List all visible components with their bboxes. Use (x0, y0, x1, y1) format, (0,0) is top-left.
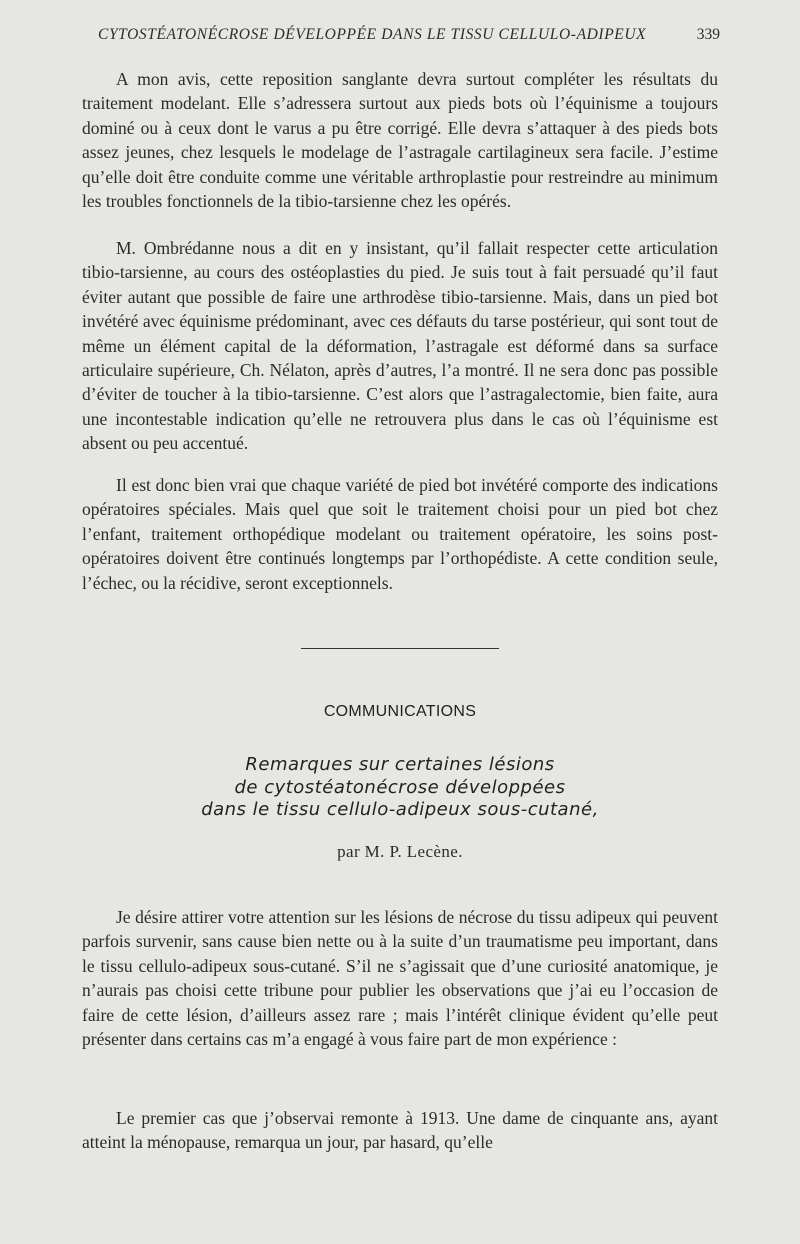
page-number: 339 (696, 26, 720, 43)
section-divider (301, 648, 499, 649)
author-byline: par M. P. Lecène. (337, 842, 463, 861)
paragraph-reposition: A mon avis, cette reposition sanglante devra surtout compléter les résultats du traitement modelant. Elle s’adressera surtout aux pieds bots où l’équinisme a toujours dominé ou à ceux dont le varus a pu être corrigé. Elle devra s’attaquer à des pieds bots assez jeunes, chez lesquels le modelage de l’astragale cartilagineux sera facile. J’estime qu’elle doit être conduite comme une véritable arthroplastie pour restreindre au minimum les troubles fonctionnels de la tibio-tarsienne chez les opérés. (82, 69, 718, 212)
paragraph-ombredanne: M. Ombrédanne nous a dit en y insistant, qu’il fallait respecter cette articulation tibio-tarsienne, au cours des ostéoplasties du pied. Je suis tout à fait persuadé qu’il faut éviter autant que possible de faire une arthrodèse tibio-tarsienne. Mais, dans un pied bot invétéré avec équinisme prédominant, avec ces défauts du tarse postérieur, qui sont tout de même un élément capital de la déformation, l’astragale est déformé dans sa surface articulaire supérieure, Ch. Nélaton, après d’autres, l’a montré. Il ne sera donc pas possible d’éviter de toucher à la tibio-tarsienne. C’est alors que l’astragalectomie, bien faite, aura une incontestable indication qu’elle ne retrouvera plus dans le cas où l’équinisme est absent ou peu accentué. (82, 238, 718, 454)
paragraph-conclusion: Il est donc bien vrai que chaque variété de pied bot invétéré comporte des indications opératoires spéciales. Mais quel que soit le traitement choisi pour un pied bot chez l’enfant, traitement orthopédique modelant ou traitement opératoire, les soins post-opératoires doivent être continués longtemps par l’orthopédiste. A cette condition seule, l’échec, ou la récidive, seront exceptionnels. (82, 475, 718, 593)
running-header (70, 26, 720, 50)
running-title: CYTOSTÉATONÉCROSE DÉVELOPPÉE DANS LE TISSU CELLULO-ADIPEUX (98, 26, 647, 43)
article-title-line: de cytostéatonécrose développées (234, 776, 566, 798)
section-heading: COMMUNICATIONS (323, 703, 477, 720)
paragraph-first-case: Le premier cas que j’observai remonte à 1913. Une dame de cinquante ans, ayant atteint la ménopause, remarqua un jour, par hasard, qu’elle (82, 1108, 718, 1153)
article-title (0, 754, 800, 822)
article-title-line: Remarques sur certaines lésions (245, 754, 555, 775)
paragraph-introduction: Je désire attirer votre attention sur les lésions de nécrose du tissu adipeux qui peuvent parfois survenir, sans cause bien nette ou à la suite d’un traumatisme peu important, dans le tissu cellulo-adipeux sous-cutané. S’il ne s’agissait que d’une curiosité anatomique, je n’aurais pas choisi cette tribune pour publier les observations que j’ai eu l’occasion de faire de cette lésion, d’ailleurs assez rare ; mais l’intérêt clinique évident qu’elle peut présenter dans certains cas m’a engagé à vous faire part de mon expérience : (82, 907, 718, 1050)
article-title-line: dans le tissu cellulo-adipeux sous-cutané, (201, 799, 599, 820)
